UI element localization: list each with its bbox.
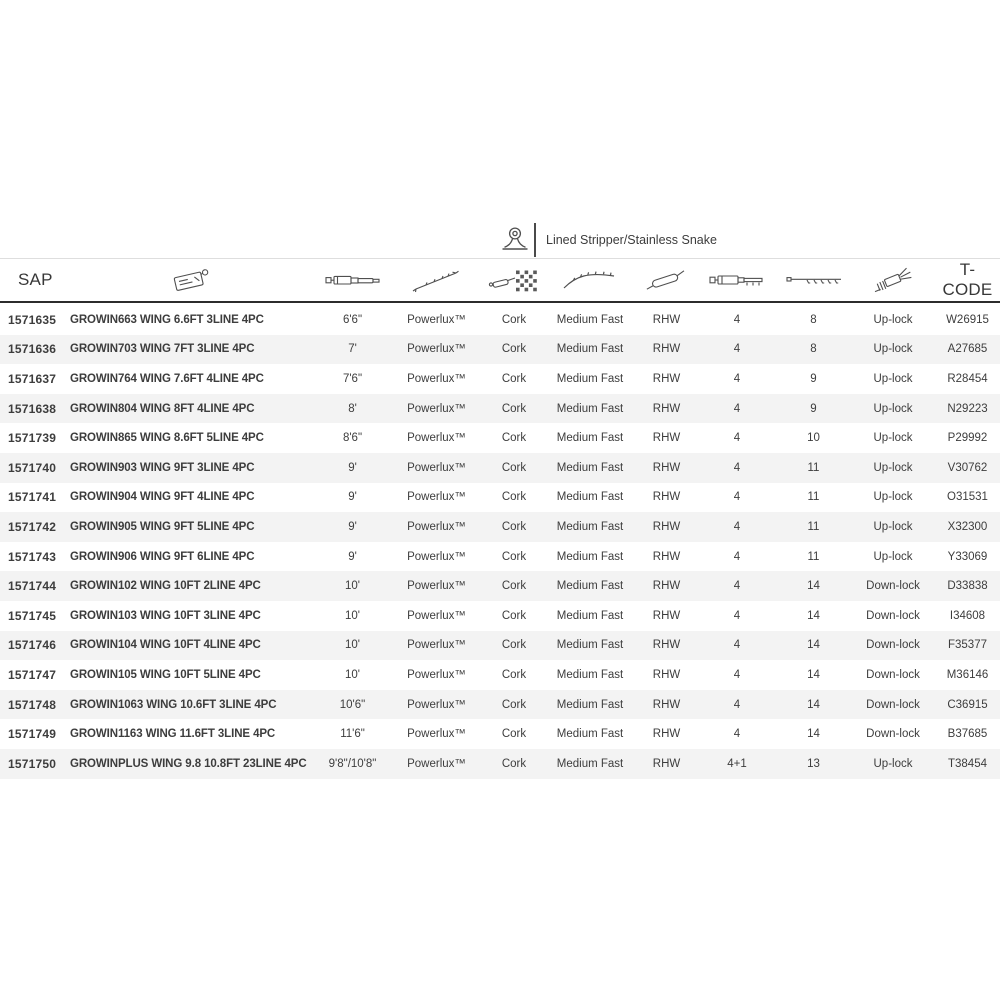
lock-cell: Down-lock <box>866 728 920 741</box>
handle-cell: Cork <box>501 550 527 563</box>
action-column-header <box>545 267 635 293</box>
pieces-cell: 4 <box>733 698 741 711</box>
blank-cell: Powerlux™ <box>407 520 466 533</box>
blank-cell: Powerlux™ <box>407 698 466 711</box>
length-cell: 7'6" <box>342 372 363 385</box>
guides-type-cell: RHW <box>652 402 681 415</box>
pieces-cell: 4 <box>733 639 741 652</box>
action-cell: Medium Fast <box>556 609 624 622</box>
blank-cell: Powerlux™ <box>407 343 466 356</box>
legend-label: Lined Stripper/Stainless Snake <box>546 233 717 247</box>
blank-cell: Powerlux™ <box>407 402 466 415</box>
sap-cell: 1571636 <box>8 342 57 357</box>
name-cell: GROWIN865 WING 8.6FT 5LINE 4PC <box>70 432 264 445</box>
guides-type-cell: RHW <box>652 728 681 741</box>
rod-action-icon <box>560 267 620 293</box>
lock-cell: Up-lock <box>873 550 913 563</box>
sap-cell: 1571638 <box>8 401 57 416</box>
lock-cell: Down-lock <box>866 668 920 681</box>
tcode-cell: O31531 <box>947 491 988 504</box>
tcode-cell: V30762 <box>947 461 988 474</box>
blank-cell: Powerlux™ <box>407 668 466 681</box>
tcode-cell: C36915 <box>947 698 988 711</box>
tcode-cell: I34608 <box>949 609 986 622</box>
table-row <box>0 749 1000 779</box>
guides-cell: 9 <box>810 372 817 385</box>
guides-type-cell: RHW <box>652 639 681 652</box>
length-cell: 6'6" <box>342 313 363 326</box>
guides-cell: 11 <box>807 491 820 504</box>
table-row <box>0 394 1000 424</box>
handle-cell: Cork <box>501 402 527 415</box>
rod-guides-icon <box>785 270 843 290</box>
table-row <box>0 542 1000 572</box>
guides-cell: 13 <box>807 757 820 770</box>
lock-cell: Up-lock <box>873 461 913 474</box>
tcode-cell: R28454 <box>947 372 988 385</box>
legend <box>500 220 717 260</box>
table-row <box>0 690 1000 720</box>
handle-cell: Cork <box>501 520 527 533</box>
handle-cell: Cork <box>501 757 527 770</box>
action-cell: Medium Fast <box>556 728 624 741</box>
lock-cell: Down-lock <box>866 639 920 652</box>
guides-type-cell: RHW <box>652 313 681 326</box>
name-cell: GROWIN663 WING 6.6FT 3LINE 4PC <box>70 313 264 326</box>
handle-cell: Cork <box>501 372 527 385</box>
guides-cell: 10 <box>807 432 820 445</box>
guides-cell: 9 <box>810 402 817 415</box>
guides-type-column-header <box>635 267 698 293</box>
sap-cell: 1571744 <box>8 579 57 594</box>
tcode-cell: X32300 <box>947 520 988 533</box>
guides-count-column-header <box>776 270 851 290</box>
table-row <box>0 364 1000 394</box>
blank-cell: Powerlux™ <box>407 313 466 326</box>
pieces-cell: 4+1 <box>727 757 747 770</box>
tcode-cell: P29992 <box>947 432 988 445</box>
pieces-cell: 4 <box>733 432 741 445</box>
blank-cell: Powerlux™ <box>407 580 466 593</box>
lock-cell: Up-lock <box>873 432 913 445</box>
table-row <box>0 305 1000 335</box>
handle-cell: Cork <box>501 668 527 681</box>
name-cell: GROWIN104 WING 10FT 4LINE 4PC <box>70 639 261 652</box>
table-row <box>0 512 1000 542</box>
handle-cell: Cork <box>501 313 527 326</box>
length-cell: 8' <box>348 402 357 415</box>
guides-cell: 14 <box>807 668 820 681</box>
tcode-cell: D33838 <box>947 580 988 593</box>
tcode-cell: F35377 <box>947 639 987 652</box>
length-cell: 10' <box>345 609 360 622</box>
name-cell: GROWIN103 WING 10FT 3LINE 4PC <box>70 609 261 622</box>
lock-cell: Down-lock <box>866 580 920 593</box>
action-cell: Medium Fast <box>556 461 624 474</box>
length-cell: 10' <box>345 668 360 681</box>
handle-cell: Cork <box>501 639 527 652</box>
table-row <box>0 719 1000 749</box>
rod-blank-icon <box>411 266 463 294</box>
sap-column-header: SAP <box>18 270 53 289</box>
tcode-cell: B37685 <box>947 728 988 741</box>
length-cell: 10' <box>345 639 360 652</box>
table-row <box>0 423 1000 453</box>
cork-grip-icon <box>487 266 541 294</box>
handle-column-header <box>483 266 545 294</box>
name-cell: GROWIN903 WING 9FT 3LINE 4PC <box>70 461 255 474</box>
blank-cell: Powerlux™ <box>407 728 466 741</box>
action-cell: Medium Fast <box>556 580 624 593</box>
guides-cell: 14 <box>807 639 820 652</box>
action-cell: Medium Fast <box>556 639 624 652</box>
guides-type-cell: RHW <box>652 461 681 474</box>
lock-cell: Up-lock <box>873 343 913 356</box>
lock-cell: Up-lock <box>873 757 913 770</box>
guides-type-cell: RHW <box>652 372 681 385</box>
blank-cell: Powerlux™ <box>407 639 466 652</box>
action-cell: Medium Fast <box>556 313 624 326</box>
table-row <box>0 571 1000 601</box>
rod-length-icon <box>325 268 381 292</box>
action-cell: Medium Fast <box>556 372 624 385</box>
guides-cell: 8 <box>810 313 817 326</box>
table-rows <box>0 305 1000 779</box>
name-cell: GROWIN906 WING 9FT 6LINE 4PC <box>70 550 255 563</box>
pieces-cell: 4 <box>733 609 741 622</box>
sap-cell: 1571740 <box>8 460 57 475</box>
sap-cell: 1571748 <box>8 697 57 712</box>
rod-handle-icon <box>641 267 693 293</box>
guides-type-cell: RHW <box>652 757 681 770</box>
lock-cell: Up-lock <box>873 520 913 533</box>
length-cell: 7' <box>348 343 357 356</box>
guides-type-cell: RHW <box>652 343 681 356</box>
lock-cell: Up-lock <box>873 402 913 415</box>
guides-type-cell: RHW <box>652 520 681 533</box>
lock-cell: Up-lock <box>873 491 913 504</box>
table-header <box>0 259 1000 303</box>
pieces-column-header <box>698 268 776 292</box>
guides-cell: 11 <box>807 520 820 533</box>
guides-cell: 8 <box>810 343 817 356</box>
sap-cell: 1571637 <box>8 371 57 386</box>
table-row <box>0 453 1000 483</box>
pieces-cell: 4 <box>733 402 741 415</box>
table-row <box>0 483 1000 513</box>
tcode-column-header: T-CODE <box>942 260 993 299</box>
blank-cell: Powerlux™ <box>407 372 466 385</box>
tcode-cell: N29223 <box>947 402 988 415</box>
sap-cell: 1571750 <box>8 756 57 771</box>
lock-cell: Up-lock <box>873 313 913 326</box>
guides-type-cell: RHW <box>652 580 681 593</box>
name-cell: GROWINPLUS WING 9.8 10.8FT 23LINE 4PC <box>70 757 307 770</box>
action-cell: Medium Fast <box>556 757 624 770</box>
tag-icon <box>166 265 218 295</box>
length-column-header <box>315 268 390 292</box>
action-cell: Medium Fast <box>556 550 624 563</box>
length-cell: 8'6" <box>342 432 363 445</box>
length-cell: 9' <box>348 461 357 474</box>
blank-cell: Powerlux™ <box>407 609 466 622</box>
blank-cell: Powerlux™ <box>407 491 466 504</box>
name-cell: GROWIN804 WING 8FT 4LINE 4PC <box>70 402 255 415</box>
handle-cell: Cork <box>501 343 527 356</box>
table-row <box>0 660 1000 690</box>
length-cell: 11'6" <box>340 728 365 741</box>
action-cell: Medium Fast <box>556 432 624 445</box>
action-cell: Medium Fast <box>556 402 624 415</box>
guides-cell: 14 <box>807 728 820 741</box>
lock-cell: Down-lock <box>866 698 920 711</box>
handle-cell: Cork <box>501 609 527 622</box>
rod-pieces-icon <box>708 268 766 292</box>
legend-divider <box>534 223 536 257</box>
lock-column-header <box>851 265 935 295</box>
guides-cell: 11 <box>807 461 820 474</box>
table-row <box>0 601 1000 631</box>
pieces-cell: 4 <box>733 668 741 681</box>
name-cell: GROWIN1163 WING 11.6FT 3LINE 4PC <box>70 728 276 741</box>
blank-cell: Powerlux™ <box>407 757 466 770</box>
blank-cell: Powerlux™ <box>407 550 466 563</box>
pieces-cell: 4 <box>733 550 741 563</box>
sap-cell: 1571747 <box>8 667 57 682</box>
blank-cell: Powerlux™ <box>407 432 466 445</box>
table-row <box>0 631 1000 661</box>
length-cell: 9' <box>348 550 357 563</box>
handle-cell: Cork <box>501 491 527 504</box>
blank-cell: Powerlux™ <box>407 461 466 474</box>
length-cell: 9'8"/10'8" <box>328 757 377 770</box>
pieces-cell: 4 <box>733 343 741 356</box>
guides-cell: 14 <box>807 580 820 593</box>
guides-type-cell: RHW <box>652 698 681 711</box>
table-row <box>0 335 1000 365</box>
length-cell: 9' <box>348 520 357 533</box>
action-cell: Medium Fast <box>556 698 624 711</box>
handle-cell: Cork <box>501 580 527 593</box>
handle-cell: Cork <box>501 432 527 445</box>
reel-seat-icon <box>868 265 918 295</box>
tcode-cell: T38454 <box>947 757 987 770</box>
blank-column-header <box>390 266 483 294</box>
name-cell: GROWIN905 WING 9FT 5LINE 4PC <box>70 520 255 533</box>
guides-type-cell: RHW <box>652 432 681 445</box>
sap-cell: 1571635 <box>8 312 57 327</box>
length-cell: 10' <box>345 580 360 593</box>
pieces-cell: 4 <box>733 728 741 741</box>
name-cell: GROWIN102 WING 10FT 2LINE 4PC <box>70 580 261 593</box>
guides-cell: 11 <box>807 550 820 563</box>
name-cell: GROWIN105 WING 10FT 5LINE 4PC <box>70 668 261 681</box>
guides-type-cell: RHW <box>652 609 681 622</box>
lock-cell: Down-lock <box>866 609 920 622</box>
pieces-cell: 4 <box>733 461 741 474</box>
name-cell: GROWIN703 WING 7FT 3LINE 4PC <box>70 343 255 356</box>
tcode-cell: Y33069 <box>947 550 988 563</box>
sap-cell: 1571743 <box>8 549 57 564</box>
guides-type-cell: RHW <box>652 668 681 681</box>
pieces-cell: 4 <box>733 313 741 326</box>
stripper-guide-icon <box>500 224 530 256</box>
name-cell: GROWIN764 WING 7.6FT 4LINE 4PC <box>70 372 264 385</box>
sap-cell: 1571746 <box>8 638 57 653</box>
pieces-cell: 4 <box>733 372 741 385</box>
pieces-cell: 4 <box>733 580 741 593</box>
guides-type-cell: RHW <box>652 550 681 563</box>
sap-cell: 1571741 <box>8 490 57 505</box>
name-cell: GROWIN1063 WING 10.6FT 3LINE 4PC <box>70 698 277 711</box>
pieces-cell: 4 <box>733 491 741 504</box>
length-cell: 9' <box>348 491 357 504</box>
sap-cell: 1571739 <box>8 431 57 446</box>
name-column-header <box>68 265 315 295</box>
sap-cell: 1571742 <box>8 519 57 534</box>
action-cell: Medium Fast <box>556 520 624 533</box>
sap-cell: 1571745 <box>8 608 57 623</box>
guides-type-cell: RHW <box>652 491 681 504</box>
action-cell: Medium Fast <box>556 668 624 681</box>
tcode-cell: M36146 <box>946 668 989 681</box>
lock-cell: Up-lock <box>873 372 913 385</box>
handle-cell: Cork <box>501 728 527 741</box>
sap-cell: 1571749 <box>8 727 57 742</box>
name-cell: GROWIN904 WING 9FT 4LINE 4PC <box>70 491 255 504</box>
guides-cell: 14 <box>807 698 820 711</box>
action-cell: Medium Fast <box>556 491 624 504</box>
handle-cell: Cork <box>501 461 527 474</box>
pieces-cell: 4 <box>733 520 741 533</box>
handle-cell: Cork <box>501 698 527 711</box>
tcode-cell: W26915 <box>946 313 989 326</box>
guides-cell: 14 <box>807 609 820 622</box>
action-cell: Medium Fast <box>556 343 624 356</box>
length-cell: 10'6" <box>339 698 366 711</box>
tcode-cell: A27685 <box>947 343 988 356</box>
